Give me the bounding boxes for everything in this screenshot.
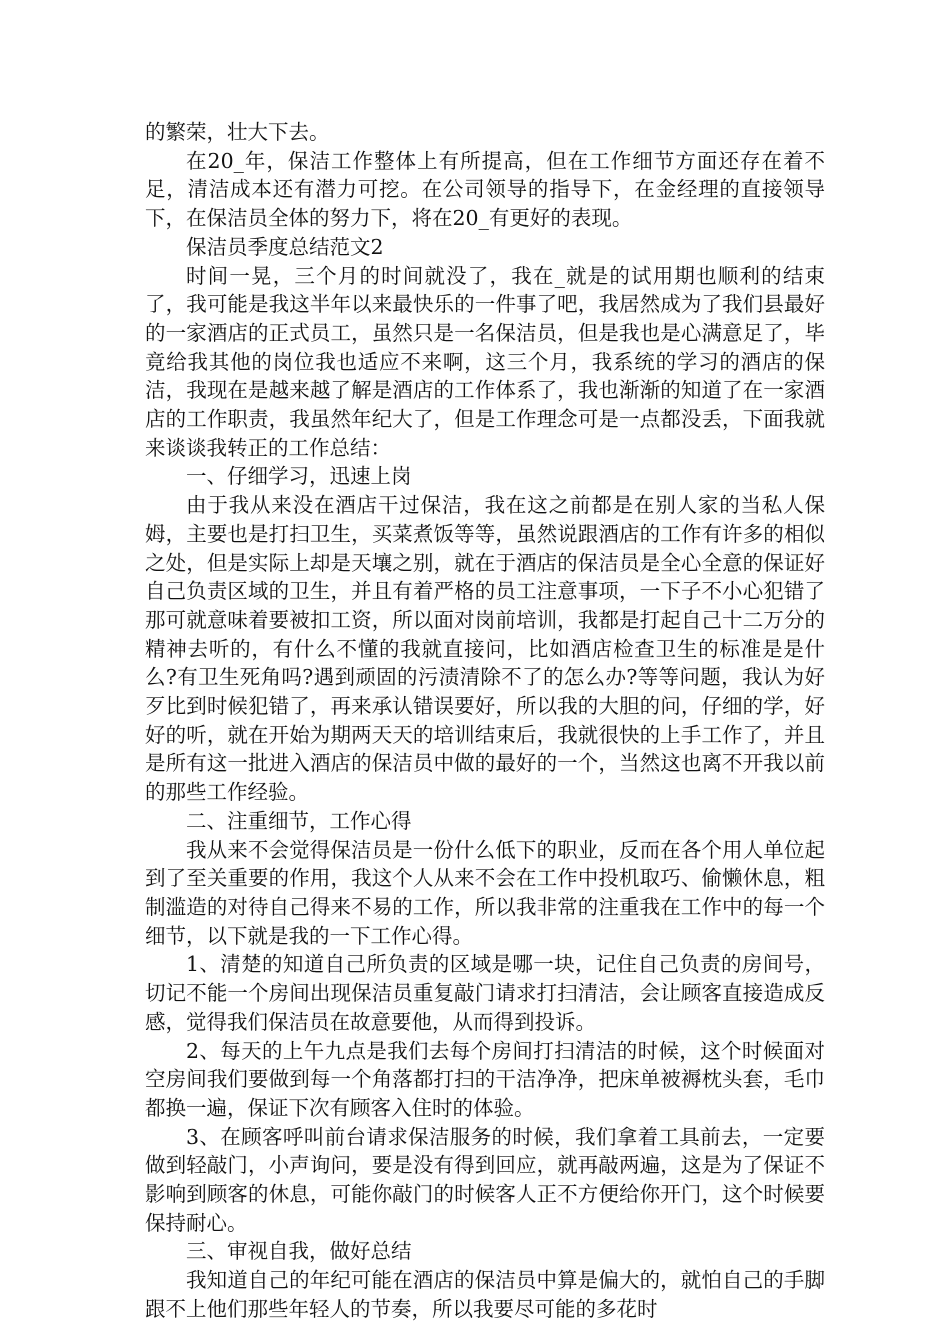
paragraph: 时间一晃，三个月的时间就没了，我在_就是的试用期也顺利的结束了，我可能是我这半年以来最快乐的一件事了吧，我居然成为了我们县最好的一家酒店的正式员工，虽然只是一名保洁员，但是我也是心满意足了，毕竟给我其他的岗位我也适应不来啊，这三个月，我系统的学习的酒店的保洁，我现在是越来越了解是酒店的工作体系了，我也渐渐的知道了在一家酒店的工作职责，我虽然年纪大了，但是工作理念可是一点都没丢，下面我就来谈谈我转正的工作总结： xyxy=(145,263,825,460)
paragraph-continuation: 的繁荣，壮大下去。 xyxy=(145,120,330,144)
list-item: 1、清楚的知道自己所负责的区域是哪一块，记住自己负责的房间号，切记不能一个房间出现保洁员重复敲门请求打扫清洁，会让顾客直接造成反感，觉得我们保洁员在故意要他，从而得到投诉。 xyxy=(145,952,825,1034)
list-item: 3、在顾客呼叫前台请求保洁服务的时候，我们拿着工具前去，一定要做到轻敲门，小声询问，要是没有得到回应，就再敲两遍，这是为了保证不影响到顾客的休息，可能你敲门的时候客人正不方便给你开门，这个时候要保持耐心。 xyxy=(145,1124,825,1235)
paragraph: 在20_年，保洁工作整体上有所提高，但在工作细节方面还存在着不足，清洁成本还有潜力可挖。在公司领导的指导下，在金经理的直接领导下，在保洁员全体的努力下，将在20_有更好的表现。 xyxy=(145,148,825,231)
section-title: 保洁员季度总结范文2 xyxy=(186,234,384,259)
section-heading: 二、注重细节，工作心得 xyxy=(186,808,412,833)
paragraph: 我从来不会觉得保洁员是一份什么低下的职业，反而在各个用人单位起到了至关重要的作用，我这个人从来不会在工作中投机取巧、偷懒休息，粗制滥造的对待自己得来不易的工作，所以我非常的注重我在工作中的每一个细节，以下就是我的一下工作心得。 xyxy=(145,837,825,948)
list-item: 2、每天的上午九点是我们去每个房间打扫清洁的时候，这个时候面对空房间我们要做到每一个角落都打扫的干洁净净，把床单被褥枕头套，毛巾都换一遍，保证下次有顾客入住时的体验。 xyxy=(145,1038,825,1120)
paragraph: 我知道自己的年纪可能在酒店的保洁员中算是偏大的，就怕自己的手脚跟不上他们那些年轻人的节奏，所以我要尽可能的多花时 xyxy=(145,1268,825,1321)
document-body xyxy=(145,118,825,1324)
paragraph: 由于我从来没在酒店干过保洁，我在这之前都是在别人家的当私人保姆，主要也是打扫卫生，买菜煮饭等等，虽然说跟酒店的工作有许多的相似之处，但是实际上却是天壤之别，就在于酒店的保洁员是全心全意的保证好自己负责区域的卫生，并且有着严格的员工注意事项，一下子不小心犯错了那可就意味着要被扣工资，所以面对岗前培训，我都是打起自己十二万分的精神去听的，有什么不懂的我就直接问，比如酒店检查卫生的标准是是什么?有卫生死角吗?遇到顽固的污渍清除不了的怎么办?等等问题，我认为好歹比到时候犯错了，再来承认错误要好，所以我的大胆的问，仔细的学，好好的听，就在开始为期两天天的培训结束后，我就很快的上手工作了，并且是所有这一批进入酒店的保洁员中做的最好的一个，当然这也离不开我以前的那些工作经验。 xyxy=(145,493,825,805)
section-heading: 一、仔细学习，迅速上岗 xyxy=(186,464,412,489)
section-heading: 三、审视自我，做好总结 xyxy=(186,1239,412,1264)
